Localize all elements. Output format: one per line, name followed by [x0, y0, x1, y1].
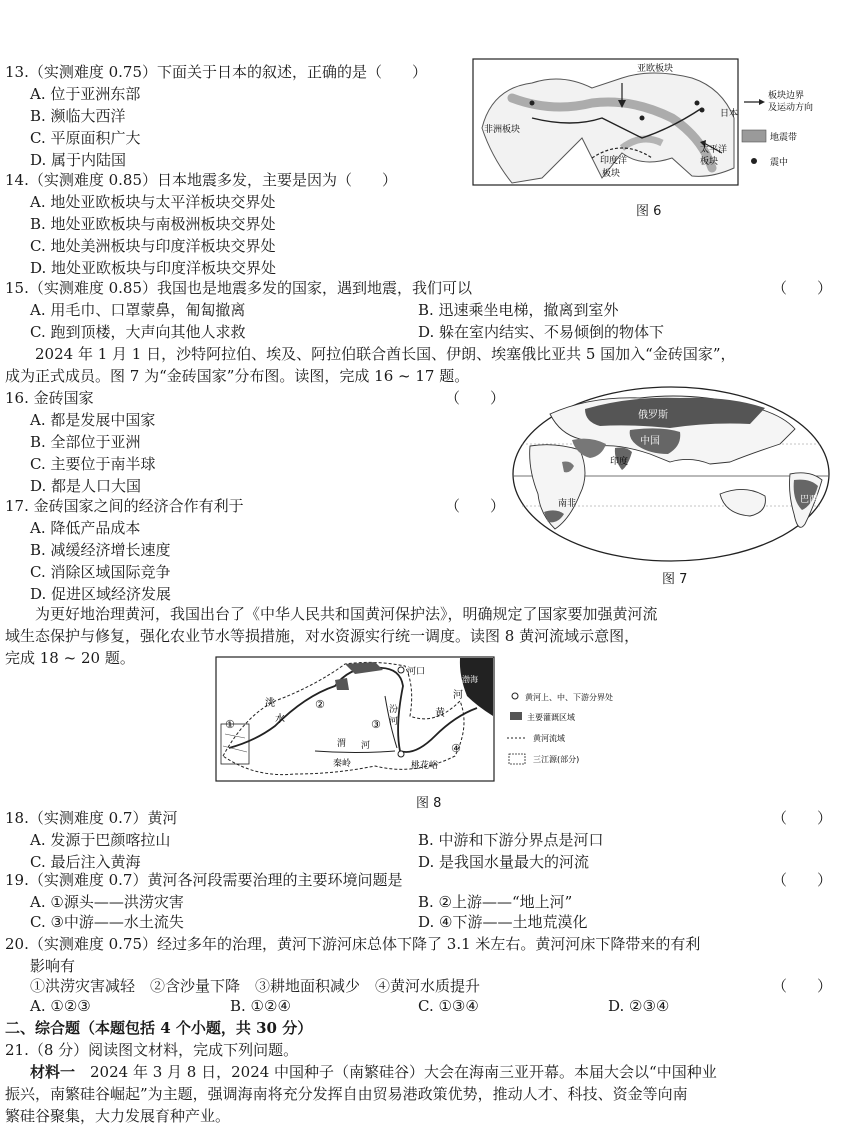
fig8-label-wei: 渭	[337, 739, 347, 749]
fig8-legend-irrigation: 主要灌溉区域	[527, 713, 575, 722]
q20-option-c[interactable]: C. ①③④	[418, 997, 479, 1015]
fig6-label-eurasian: 亚欧板块	[637, 64, 674, 74]
fig7-caption: 图 7	[662, 572, 688, 587]
fig8-label-fen: 汾	[389, 705, 399, 715]
q20-stem-cont: 影响有	[30, 957, 76, 975]
fig7-label-china: 中国	[640, 436, 660, 447]
q17-option-d[interactable]: D. 促进区域经济发展	[30, 585, 172, 603]
fig6-label-indian-1: 印度洋	[600, 156, 628, 166]
q15-answer-paren[interactable]: （ ）	[772, 279, 833, 297]
q13-stem: 13.（实测难度 0.75）下面关于日本的叙述，正确的是（ ）	[5, 63, 428, 81]
q20-option-a[interactable]: A. ①②③	[30, 997, 91, 1015]
fig8-marker-3: ③	[371, 718, 381, 731]
q13-option-a[interactable]: A. 位于亚洲东部	[30, 85, 141, 103]
fig8-label-taohuayu: 桃花峪	[411, 761, 439, 771]
q18-option-d[interactable]: D. 是我国水量最大的河流	[418, 853, 590, 871]
q13-option-b[interactable]: B. 濒临大西洋	[30, 107, 126, 125]
q19-option-a[interactable]: A. ①源头——洪涝灾害	[30, 893, 184, 911]
fig8-label-fen-he: 河	[389, 717, 399, 727]
q16-stem: 16. 金砖国家	[5, 389, 94, 407]
q19-option-b[interactable]: B. ②上游——“地上河”	[418, 893, 573, 911]
q20-option-d[interactable]: D. ②③④	[608, 997, 670, 1015]
q21-material-label: 材料一	[30, 1063, 76, 1081]
q17-answer-paren[interactable]: （ ）	[445, 497, 506, 515]
q21-material-line1: 2024 年 3 月 8 日，2024 中国种子（南繁硅谷）大会在海南三亚开幕。本届大会以“中国种业	[75, 1063, 717, 1081]
fig8-label-huang-he: 河	[453, 690, 463, 701]
q13-option-d[interactable]: D. 属于内陆国	[30, 151, 127, 169]
intro-18-20-line2: 域生态保护与修复，强化农业节水等损措施，对水资源实行统一调度。读图 8 黄河流域示意图，	[5, 627, 640, 645]
q17-option-b[interactable]: B. 减缓经济增长速度	[30, 541, 171, 559]
intro-16-17-line1: 2024 年 1 月 1 日，沙特阿拉伯、埃及、阿拉伯联合酋长国、伊朗、埃塞俄比亚共 5 国加入“金砖国家”，	[5, 345, 736, 363]
fig6-legend-epicenter: 震中	[770, 158, 789, 168]
q20-items: ①洪涝灾害减轻 ②含沙量下降 ③耕地面积减少 ④黄河水质提升	[30, 977, 481, 995]
fig6-legend-quake-belt: 地震带	[770, 133, 798, 143]
q14-option-d[interactable]: D. 地处亚欧板块与印度洋板块交界处	[30, 259, 277, 277]
fig7-label-south-africa: 南非	[558, 499, 577, 509]
q13-option-c[interactable]: C. 平原面积广大	[30, 129, 141, 147]
q15-option-a[interactable]: A. 用毛巾、口罩蒙鼻，匍匐撤离	[30, 301, 246, 319]
q16-option-c[interactable]: C. 主要位于南半球	[30, 455, 156, 473]
q18-answer-paren[interactable]: （ ）	[772, 809, 833, 827]
section2-title: 二、综合题（本题包括 4 个小题，共 30 分）	[5, 1019, 313, 1037]
q17-option-c[interactable]: C. 消除区域国际竞争	[30, 563, 171, 581]
intro-18-20-line3: 完成 18 ~ 20 题。	[5, 649, 135, 667]
fig6-legend-boundary-1: 板块边界	[768, 91, 805, 101]
q18-option-c[interactable]: C. 最后注入黄海	[30, 853, 141, 871]
q18-option-a[interactable]: A. 发源于巴颜喀拉山	[30, 831, 171, 849]
q16-answer-paren[interactable]: （ ）	[445, 389, 506, 407]
q21-material-line3: 繁硅谷聚集，大力发展育种产业。	[5, 1107, 231, 1125]
fig8-label-tao: 洮	[265, 698, 275, 709]
fig6-plate-map	[472, 58, 842, 190]
fig6-label-african: 非洲板块	[484, 125, 521, 135]
fig8-legend-sanjiangyuan: 三江源(部分)	[533, 755, 580, 764]
fig8-label-wei-he: 河	[361, 741, 371, 751]
intro-18-20-line1: 为更好地治理黄河，我国出台了《中华人民共和国黄河保护法》，明确规定了国家要加强黄河流	[5, 605, 658, 623]
fig7-label-russia: 俄罗斯	[638, 410, 668, 421]
fig7-label-india: 印度	[610, 457, 629, 467]
fig7-brics-map	[510, 384, 832, 564]
q14-option-b[interactable]: B. 地处亚欧板块与南极洲板块交界处	[30, 215, 276, 233]
q17-option-a[interactable]: A. 降低产品成本	[30, 519, 141, 537]
q16-option-a[interactable]: A. 都是发展中国家	[30, 411, 156, 429]
q15-option-b[interactable]: B. 迅速乘坐电梯，撤离到室外	[418, 301, 619, 319]
q20-answer-paren[interactable]: （ ）	[772, 977, 833, 995]
fig8-legend-basin: 黄河流域	[533, 734, 565, 743]
fig8-marker-4: ④	[451, 742, 461, 755]
fig8-yellow-river-map	[215, 656, 655, 786]
fig8-marker-2: ②	[315, 698, 325, 711]
intro-16-17-line2: 成为正式成员。图 7 为“金砖国家”分布图。读图，完成 16 ~ 17 题。	[5, 367, 470, 385]
q21-stem: 21.（8 分）阅读图文材料，完成下列问题。	[5, 1041, 299, 1059]
q21-material	[30, 1062, 717, 1082]
q20-option-b[interactable]: B. ①②④	[230, 997, 291, 1015]
fig8-label-hekou: 河口	[407, 667, 426, 677]
q15-option-d[interactable]: D. 躲在室内结实、不易倾倒的物体下	[418, 323, 665, 341]
fig8-marker-1: ①	[225, 718, 235, 731]
fig8-caption: 图 8	[416, 796, 442, 811]
q18-stem: 18.（实测难度 0.7）黄河	[5, 809, 178, 827]
fig6-label-pacific-2: 板块	[700, 157, 719, 167]
fig8-legend-division: 黄河上、中、下游分界处	[525, 693, 613, 702]
q19-stem: 19.（实测难度 0.7）黄河各河段需要治理的主要环境问题是	[5, 871, 403, 889]
q19-option-c[interactable]: C. ③中游——水土流失	[30, 913, 184, 931]
fig6-label-indian-2: 板块	[602, 169, 621, 179]
fig6-legend-boundary-2: 及运动方向	[768, 103, 814, 113]
fig6-caption: 图 6	[636, 204, 662, 219]
q19-option-d[interactable]: D. ④下游——土地荒漠化	[418, 913, 588, 931]
q15-stem: 15.（实测难度 0.85）我国也是地震多发的国家，遇到地震，我们可以	[5, 279, 473, 297]
q14-option-a[interactable]: A. 地处亚欧板块与太平洋板块交界处	[30, 193, 276, 211]
q21-material-line2: 振兴，南繁硅谷崛起”为主题，强调海南将充分发挥自由贸易港政策优势，推动人才、科技、资金等向南	[5, 1085, 688, 1103]
fig7-label-brazil: 巴西	[800, 495, 819, 505]
q14-option-c[interactable]: C. 地处美洲板块与印度洋板块交界处	[30, 237, 276, 255]
fig8-label-huang: 黄	[435, 708, 445, 719]
q14-stem: 14.（实测难度 0.85）日本地震多发，主要是因为（ ）	[5, 171, 398, 189]
q16-option-d[interactable]: D. 都是人口大国	[30, 477, 142, 495]
fig8-label-shui: 水	[275, 714, 285, 725]
q15-option-c[interactable]: C. 跑到顶楼，大声向其他人求救	[30, 323, 246, 341]
q18-option-b[interactable]: B. 中游和下游分界点是河口	[418, 831, 604, 849]
q17-stem: 17. 金砖国家之间的经济合作有利于	[5, 497, 244, 515]
fig6-label-pacific-1: 太平洋	[700, 145, 728, 155]
q20-stem: 20.（实测难度 0.75）经过多年的治理，黄河下游河床总体下降了 3.1 米左右。黄河河床下降带来的有利	[5, 935, 701, 953]
fig8-label-bohai: 渤海	[462, 675, 478, 684]
fig6-label-japan: 日本	[720, 109, 739, 119]
q19-answer-paren[interactable]: （ ）	[772, 871, 833, 889]
q16-option-b[interactable]: B. 全部位于亚洲	[30, 433, 141, 451]
fig8-label-qinling: 秦岭	[333, 759, 352, 769]
